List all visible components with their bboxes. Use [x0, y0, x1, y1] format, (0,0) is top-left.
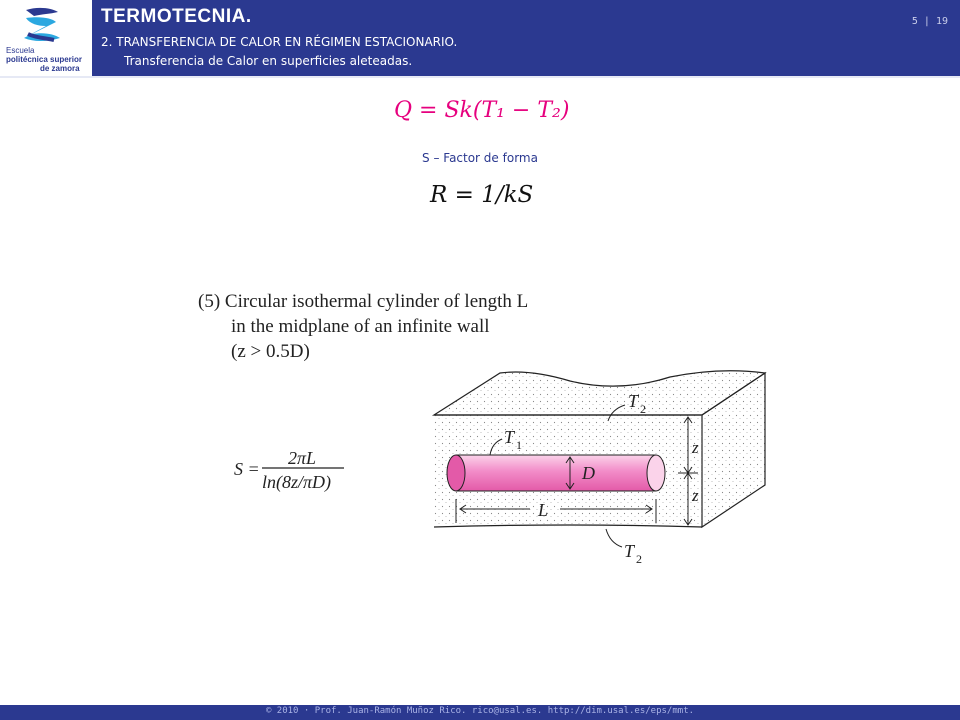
- s-denominator: ln(8z/πD): [262, 472, 332, 492]
- s-numerator: 2πL: [288, 448, 317, 468]
- header-divider: [0, 76, 960, 78]
- case-description: [198, 289, 528, 364]
- label-t2-bottom-sub: 2: [636, 552, 642, 566]
- cylinder-right-end: [647, 455, 665, 491]
- case-line-3: (z > 0.5D): [231, 341, 310, 362]
- label-t2-bottom: T: [624, 541, 635, 561]
- slide-subtitle-1: 2. TRANSFERENCIA DE CALOR EN RÉGIMEN ESTACIONARIO.: [101, 35, 458, 49]
- s-lhs: S =: [234, 459, 260, 479]
- shape-factor-equation: [228, 440, 378, 500]
- t2-bottom-leader: [606, 529, 622, 547]
- label-d: D: [582, 463, 595, 483]
- shape-factor-label: S – Factor de forma: [422, 151, 538, 165]
- label-t2-top-sub: 2: [640, 402, 646, 416]
- logo-line-1: Escuela: [6, 46, 35, 55]
- label-l: L: [538, 500, 549, 520]
- heat-rate-formula: Q = Sk(T₁ − T₂): [394, 98, 570, 123]
- label-z-upper: z: [692, 438, 699, 457]
- cylinder-left-end: [447, 455, 465, 491]
- page-number: 5 | 19: [911, 16, 948, 27]
- footer-credits: © 2010 · Prof. Juan-Ramón Muñoz Rico. rico@usal.es. http://dim.usal.es/eps/mmt.: [265, 706, 695, 716]
- logo-line-3: de zamora: [40, 64, 80, 73]
- cylinder-body: [456, 455, 656, 491]
- case-line-1: (5) Circular isothermal cylinder of length L: [198, 291, 529, 312]
- slide-title: TERMOTECNIA.: [101, 6, 252, 27]
- label-t1: T: [504, 427, 515, 447]
- logo-line-2: politécnica superior: [6, 55, 83, 64]
- slide-subtitle-2: Transferencia de Calor en superficies aleteadas.: [124, 54, 413, 68]
- label-t1-sub: 1: [516, 438, 522, 452]
- cylinder-wall-diagram: [420, 365, 775, 575]
- logo-mark-icon: [6, 4, 68, 46]
- case-line-2: in the midplane of an infinite wall: [231, 316, 490, 337]
- label-t2-top: T: [628, 391, 639, 411]
- school-logo: [0, 0, 92, 76]
- label-z-lower: z: [692, 486, 699, 505]
- resistance-formula: R = 1/kS: [430, 182, 534, 208]
